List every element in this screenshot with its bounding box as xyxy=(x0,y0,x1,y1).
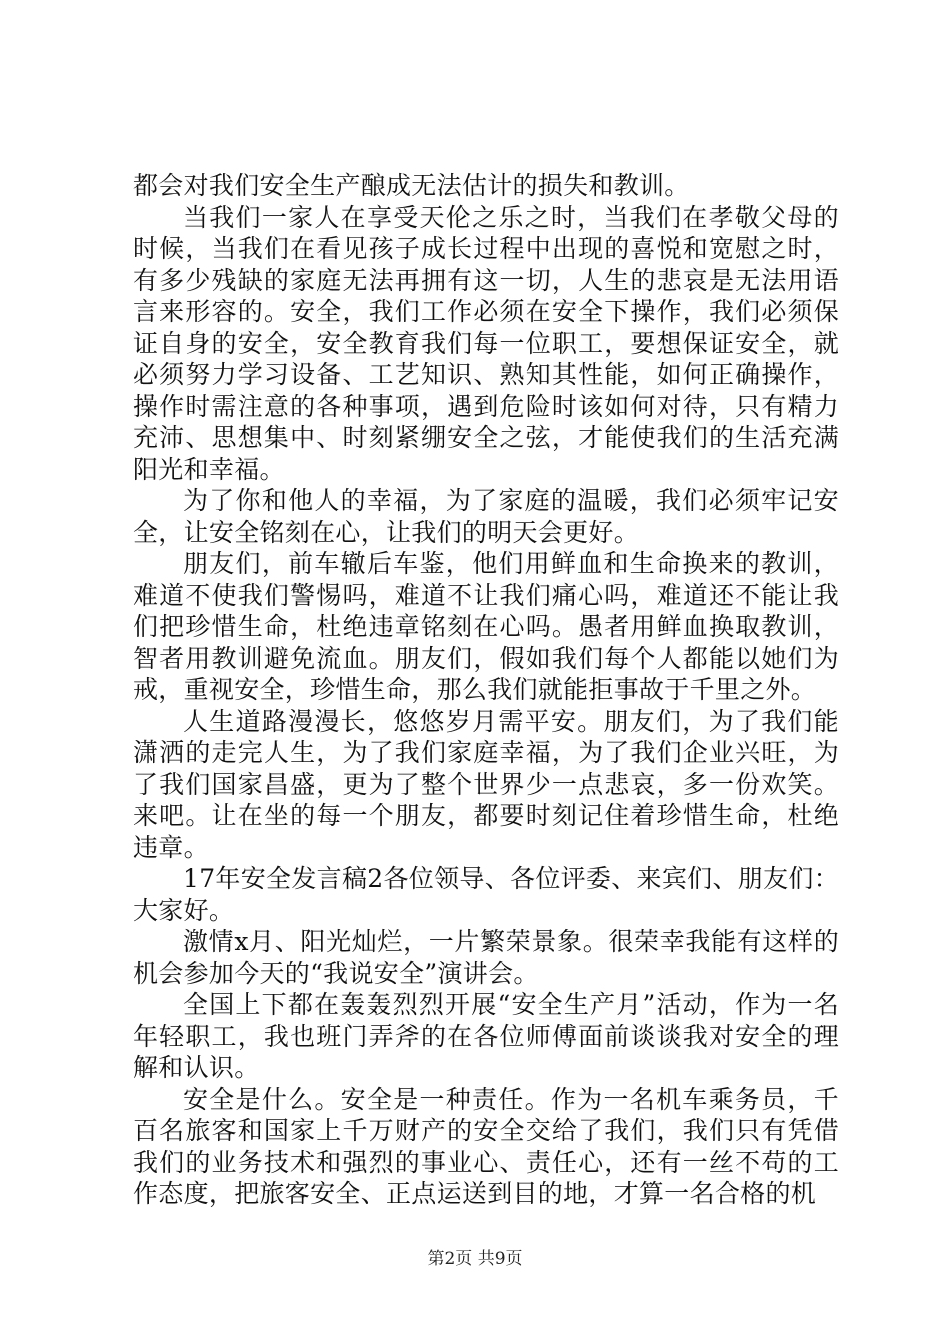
paragraph-6: 17年安全发言稿2各位领导、各位评委、来宾们、朋友们：大家好。 xyxy=(133,864,839,925)
paragraph-2: 当我们一家人在享受天伦之乐之时，当我们在孝敬父母的时候，当我们在看见孩子成长过程中出现的喜悦和宽慰之时，有多少残缺的家庭无法再拥有这一切，人生的悲哀是无法用语言来形容的。安全，我们工作必须在安全下操作，我们必须保证自身的安全，安全教育我们每一位职工，要想保证安全，就必须努力学习设备、工艺知识、熟知其性能，如何正确操作，操作时需注意的各种事项，遇到危险时该如何对待，只有精力充沛、思想集中、时刻紧绷安全之弦，才能使我们的生活充满阳光和幸福。 xyxy=(133,202,839,484)
paragraph-4: 朋友们，前车辙后车鉴，他们用鲜血和生命换来的教训，难道不使我们警惕吗，难道不让我们痛心吗，难道还不能让我们把珍惜生命，杜绝违章铭刻在心吗。愚者用鲜血换取教训，智者用教训避免流血。朋友们，假如我们每个人都能以她们为戒，重视安全，珍惜生命，那么我们就能拒事故于千里之外。 xyxy=(133,549,839,704)
paragraph-7: 激情x月、阳光灿烂，一片繁荣景象。很荣幸我能有这样的机会参加今天的“我说安全”演讲会。 xyxy=(133,927,839,988)
paragraph-5: 人生道路漫漫长，悠悠岁月需平安。朋友们，为了我们能潇洒的走完人生，为了我们家庭幸福，为了我们企业兴旺，为了我们国家昌盛，更为了整个世界少一点悲哀，多一份欢笑。来吧。让在坐的每一个朋友，都要时刻记住着珍惜生命，杜绝违章。 xyxy=(133,706,839,862)
paragraph-9: 安全是什么。安全是一种责任。作为一名机车乘务员，千百名旅客和国家上千万财产的安全交给了我们，我们只有凭借我们的业务技术和强烈的事业心、责任心，还有一丝不苟的工作态度，把旅客安全、正点运送到目的地，才算一名合格的机 xyxy=(133,1084,839,1208)
page-footer: 第2页 共9页 xyxy=(427,1249,523,1269)
paragraph-1: 都会对我们安全生产酿成无法估计的损失和教训。 xyxy=(133,171,690,200)
paragraph-8: 全国上下都在轰轰烈烈开展“安全生产月”活动，作为一名年轻职工，我也班门弄斧的在各位师傅面前谈谈我对安全的理解和认识。 xyxy=(133,990,839,1082)
paragraph-3: 为了你和他人的幸福，为了家庭的温暖，我们必须牢记安全，让安全铭刻在心，让我们的明天会更好。 xyxy=(133,486,839,547)
document-body xyxy=(133,170,839,1210)
